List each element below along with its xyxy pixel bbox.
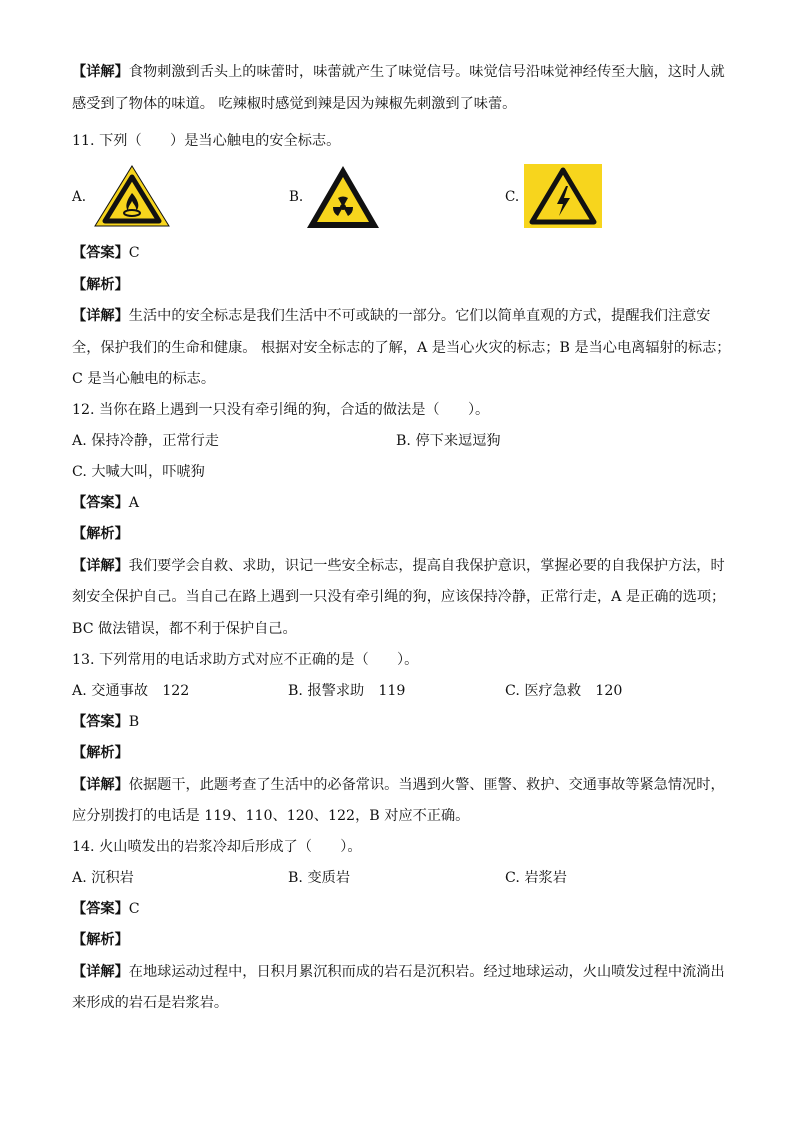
q13-answer: 【答案】B bbox=[72, 714, 140, 730]
q11-detail-line3: C 是当心触电的标志。 bbox=[72, 371, 216, 387]
q11-question: 11. 下列（ ）是当心触电的安全标志。 bbox=[72, 133, 341, 149]
q13-detail-line1: 【详解】依据题干，此题考查了生活中的必备常识。当遇到火警、匪警、救护、交通事故等紧急情况时， bbox=[72, 777, 725, 793]
q12-analysis-label: 【解析】 bbox=[72, 526, 129, 542]
q11-detail-line1: 【详解】生活中的安全标志是我们生活中不可或缺的一部分。它们以简单直观的方式，提醒我们注意安 bbox=[72, 308, 711, 324]
radiation-warning-icon bbox=[305, 164, 381, 230]
q12-option-c: C. 大喊大叫，吓唬狗 bbox=[72, 464, 205, 480]
q11-option-c-letter: C. bbox=[505, 189, 520, 205]
q11-option-b-letter: B. bbox=[289, 189, 304, 205]
q13-detail-line2: 应分别拨打的电话是 119、110、120、122，B 对应不正确。 bbox=[72, 808, 470, 824]
q14-answer: 【答案】C bbox=[72, 901, 140, 917]
q14-option-c: C. 岩浆岩 bbox=[505, 870, 567, 886]
q14-question: 14. 火山喷发出的岩浆冷却后形成了（ ）。 bbox=[72, 839, 362, 855]
q11-option-a-letter: A. bbox=[72, 189, 87, 205]
q10-detail-line1: 【详解】食物刺激到舌头上的味蕾时，味蕾就产生了味觉信号。味觉信号沿味觉神经传至大脑，这时人就 bbox=[72, 64, 725, 80]
fire-warning-icon bbox=[92, 163, 172, 229]
q12-detail-line1: 【详解】我们要学会自救、求助，识记一些安全标志，提高自我保护意识，掌握必要的自我保护方法，时 bbox=[72, 558, 725, 574]
q13-question: 13. 下列常用的电话求助方式对应不正确的是（ ）。 bbox=[72, 652, 419, 668]
q12-detail-line2: 刻安全保护自己。当自己在路上遇到一只没有牵引绳的狗，应该保持冷静，正常行走，A 是正确的选项； bbox=[72, 589, 726, 605]
q13-option-a: A. 交通事故 122 bbox=[72, 683, 190, 699]
q12-answer: 【答案】A bbox=[72, 495, 140, 511]
q11-answer: 【答案】C bbox=[72, 245, 140, 261]
q13-analysis-label: 【解析】 bbox=[72, 745, 129, 761]
electric-shock-warning-icon bbox=[524, 164, 602, 228]
q11-detail-line2: 全，保护我们的生命和健康。 根据对安全标志的了解，A 是当心火灾的标志；B 是当心电离辐射的标志； bbox=[72, 340, 731, 356]
q12-option-a: A. 保持冷静，正常行走 bbox=[72, 433, 219, 449]
q14-detail-line1: 【详解】在地球运动过程中，日积月累沉积而成的岩石是沉积岩。经过地球运动，火山喷发过程中流淌出 bbox=[72, 964, 725, 980]
q14-option-a: A. 沉积岩 bbox=[72, 870, 134, 886]
q12-question: 12. 当你在路上遇到一只没有牵引绳的狗，合适的做法是（ ）。 bbox=[72, 402, 490, 418]
q13-option-b: B. 报警求助 119 bbox=[288, 683, 406, 699]
q13-option-c: C. 医疗急救 120 bbox=[505, 683, 623, 699]
q12-option-b: B. 停下来逗逗狗 bbox=[396, 433, 501, 449]
q14-option-b: B. 变质岩 bbox=[288, 870, 351, 886]
q14-detail-line2: 来形成的岩石是岩浆岩。 bbox=[72, 995, 229, 1011]
q11-analysis-label: 【解析】 bbox=[72, 277, 129, 293]
q10-detail-line2: 感受到了物体的味道。 吃辣椒时感觉到辣是因为辣椒先刺激到了味蕾。 bbox=[72, 96, 517, 112]
q12-detail-line3: BC 做法错误，都不利于保护自己。 bbox=[72, 621, 297, 637]
q14-analysis-label: 【解析】 bbox=[72, 932, 129, 948]
